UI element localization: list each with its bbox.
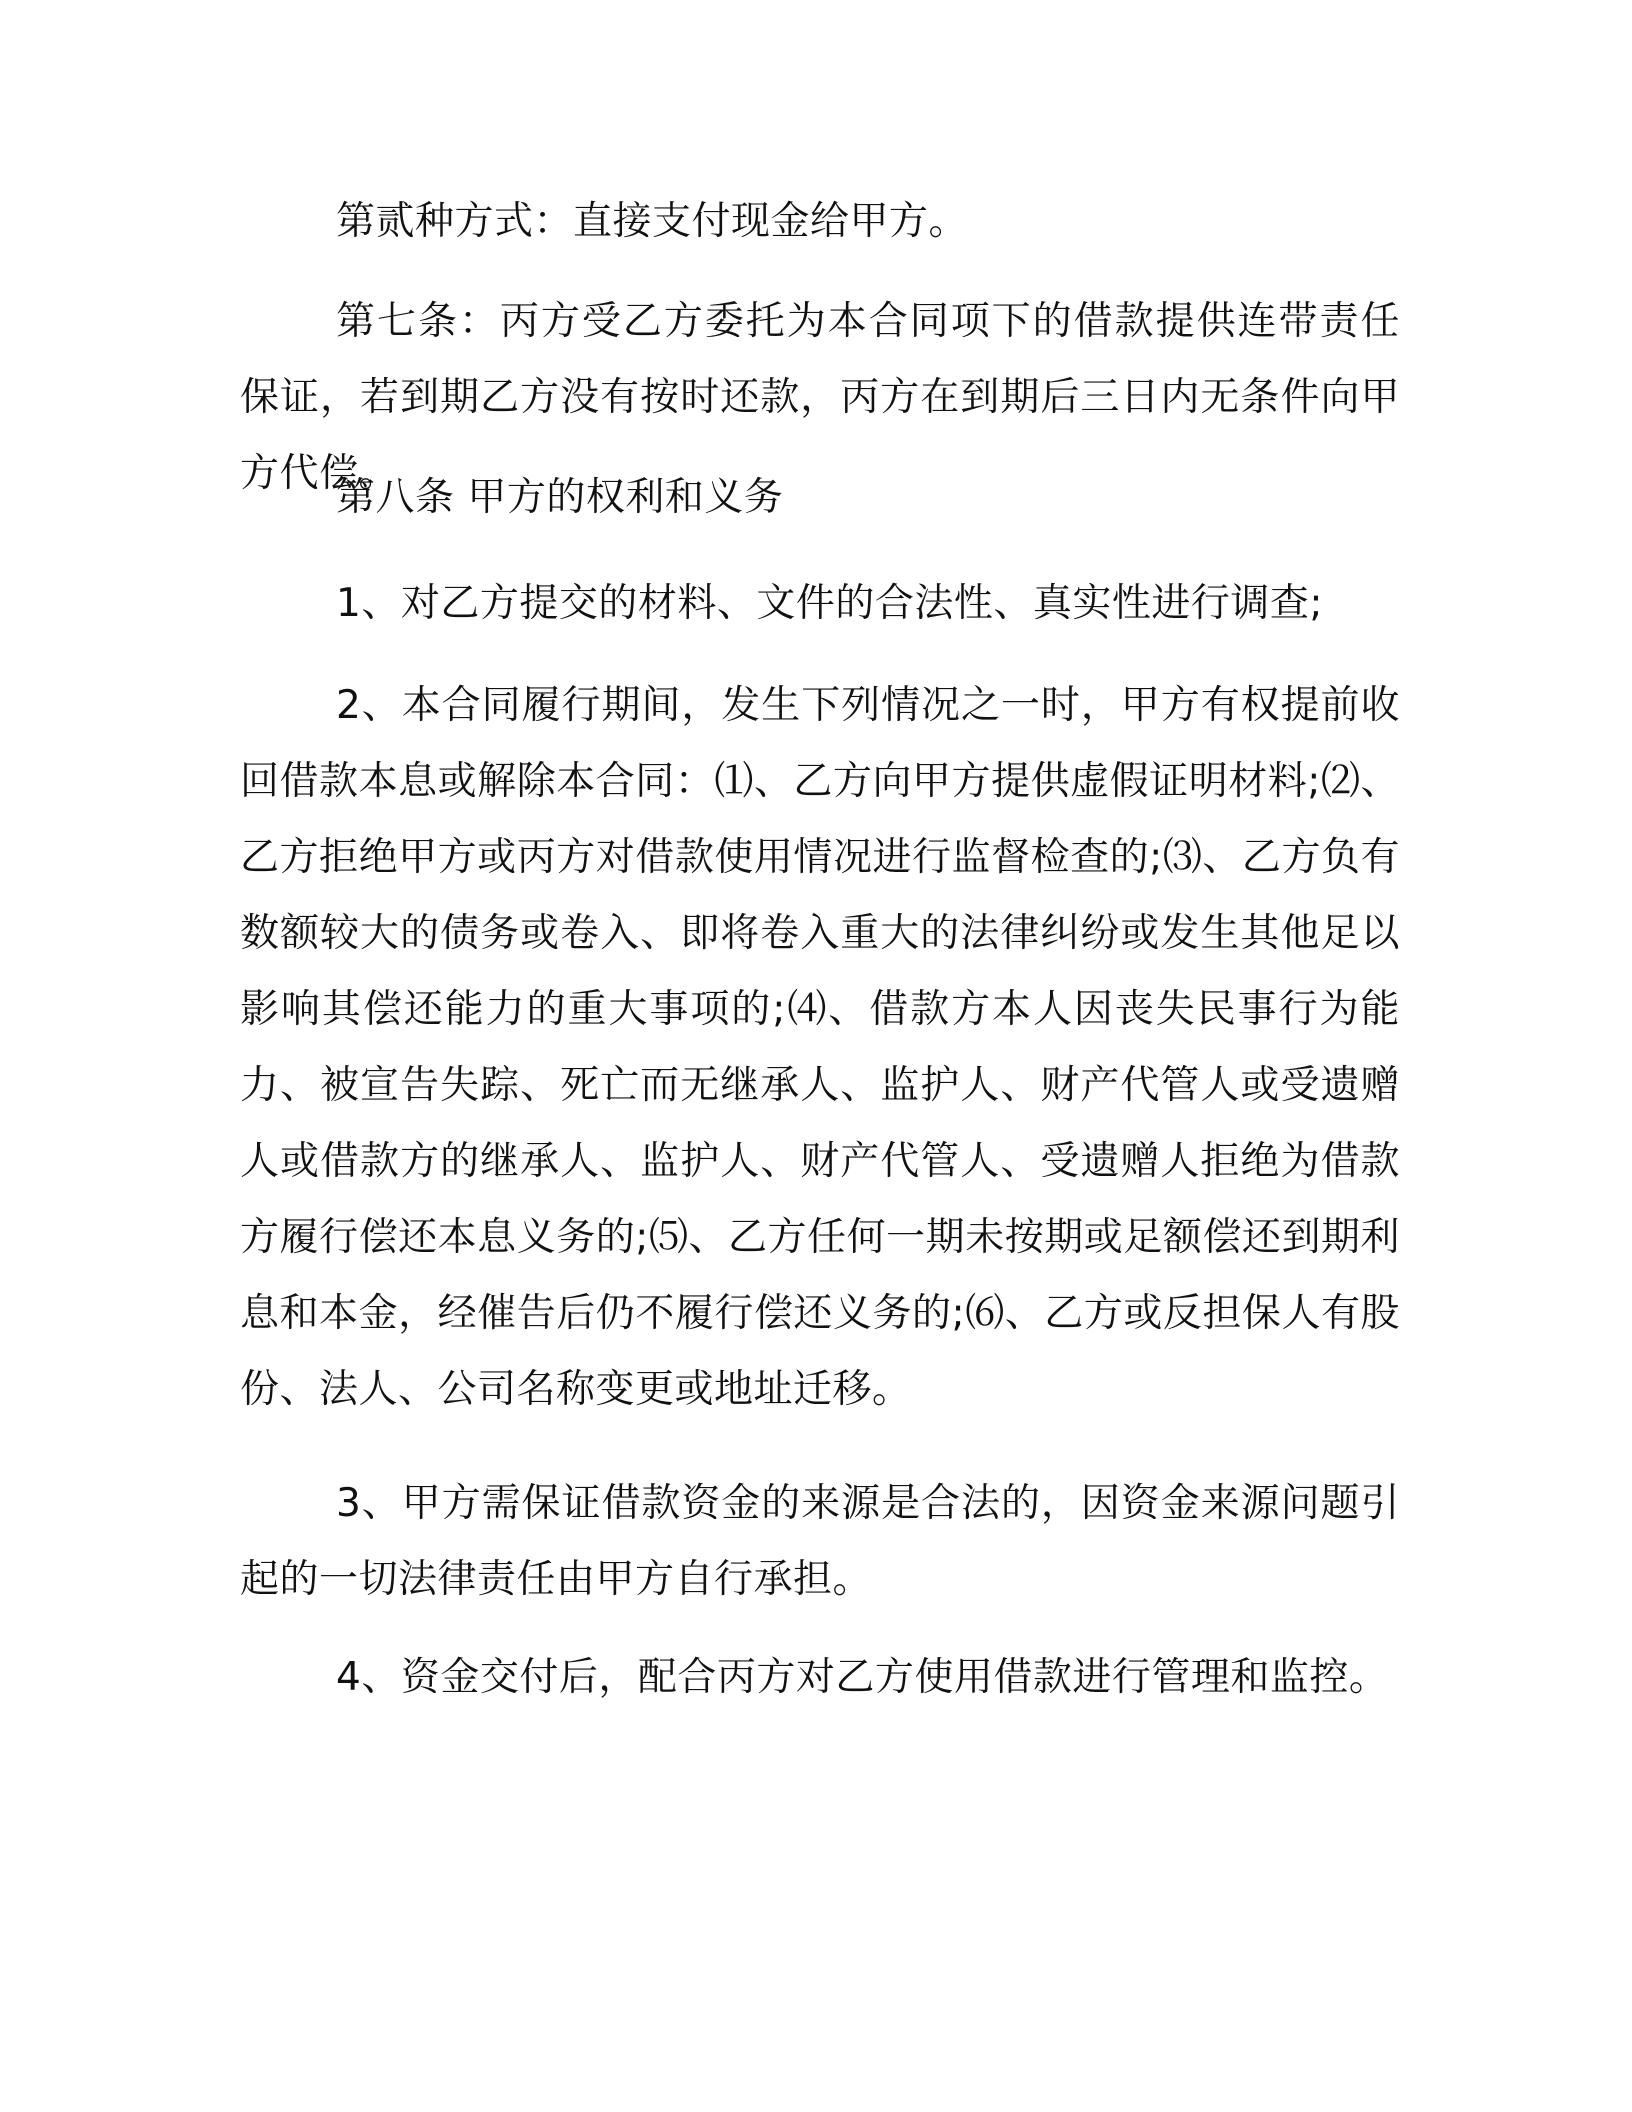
paragraph-article-7: 第七条：丙方受乙方委托为本合同项下的借款提供连带责任保证，若到期乙方没有按时还款，丙方在到期后三日内无条件向甲方代偿。 xyxy=(240,299,1400,496)
paragraph-clause-3: 3、甲方需保证借款资金的来源是合法的，因资金来源问题引起的一切法律责任由甲方自行承担。 xyxy=(240,1481,1400,1602)
paragraph-clause-2: 2、本合同履行期间，发生下列情况之一时，甲方有权提前收回借款本息或解除本合同：⑴、乙方向甲方提供虚假证明材料;⑵、乙方拒绝甲方或丙方对借款使用情况进行监督检查的;⑶、乙方负有数额较大的债务或卷入、即将卷入重大的法律纠纷或发生其他足以影响其偿还能力的重大事项的;⑷、借款方本人因丧失民事行为能力、被宣告失踪、死亡而无继承人、监护人、财产代管人或受遗赠人或借款方的继承人、监护人、财产代管人、受遗赠人拒绝为借款方履行偿还本息义务的;⑸、乙方任何一期未按期或足额偿还到期利息和本金，经催告后仍不履行偿还义务的;⑹、乙方或反担保人有股份、法人、公司名称变更或地址迁移。 xyxy=(240,683,1400,1412)
paragraph-article-8-heading: 第八条 甲方的权利和义务 xyxy=(336,475,784,520)
paragraph-clause-4: 4、资金交付后，配合丙方对乙方使用借款进行管理和监控。 xyxy=(336,1655,1389,1700)
paragraph-payment-method-2: 第贰种方式：直接支付现金给甲方。 xyxy=(336,199,969,244)
paragraph-clause-1: 1、对乙方提交的材料、文件的合法性、真实性进行调查; xyxy=(336,581,1323,626)
